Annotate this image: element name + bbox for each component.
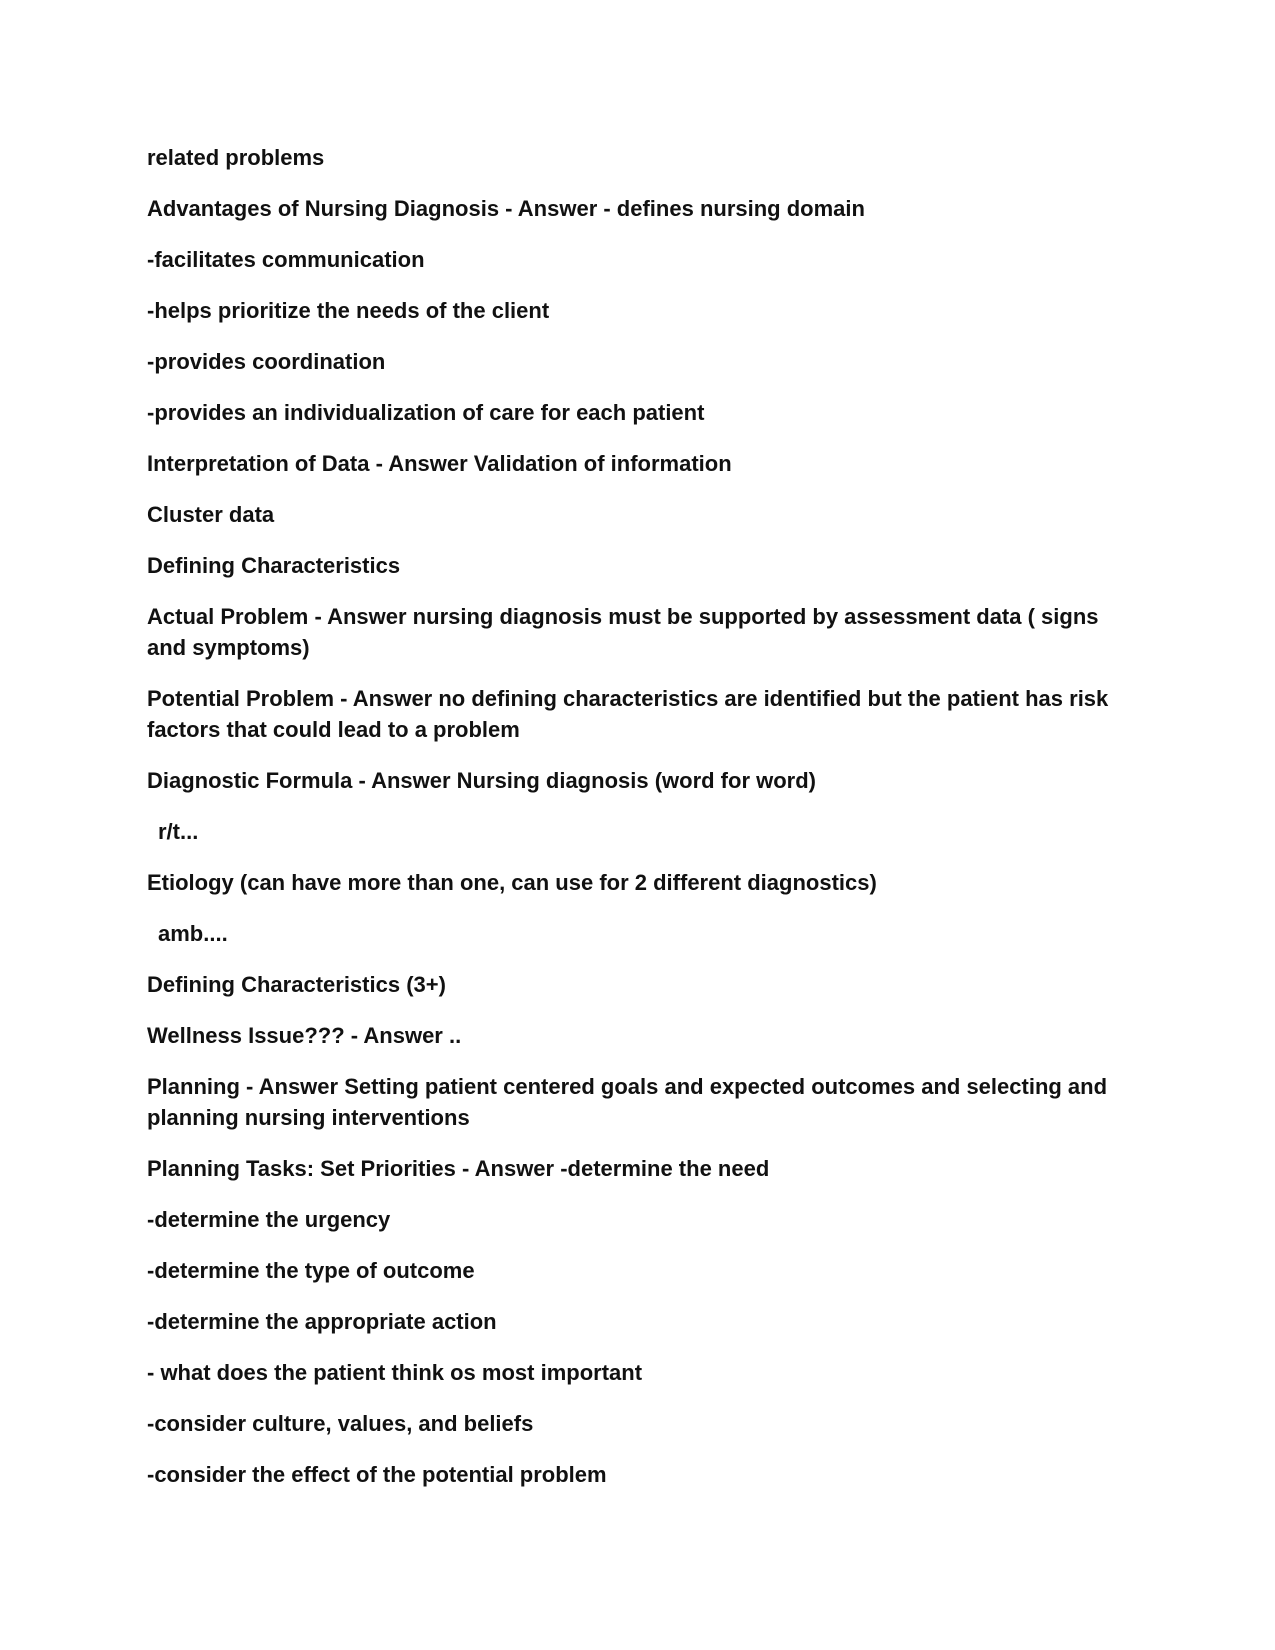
- paragraph: -helps prioritize the needs of the client: [147, 298, 550, 323]
- paragraph: Diagnostic Formula - Answer Nursing diagnosis (word for word): [147, 768, 817, 793]
- paragraph: -determine the urgency: [147, 1207, 391, 1232]
- paragraph: -consider the effect of the potential problem: [147, 1462, 607, 1487]
- paragraph: amb....: [158, 921, 228, 946]
- paragraph: Cluster data: [147, 502, 275, 527]
- paragraph: -determine the type of outcome: [147, 1258, 475, 1283]
- paragraph: Actual Problem - Answer nursing diagnosis must be supported by assessment data ( signs and symptoms): [147, 604, 1105, 660]
- paragraph: -provides an individualization of care for each patient: [147, 400, 705, 425]
- paragraph: Planning - Answer Setting patient centered goals and expected outcomes and selecting and planning nursing interventions: [147, 1074, 1114, 1130]
- paragraph: Advantages of Nursing Diagnosis - Answer - defines nursing domain: [147, 196, 865, 221]
- paragraph: related problems: [147, 145, 325, 170]
- paragraph: Wellness Issue??? - Answer ..: [147, 1023, 462, 1048]
- paragraph: -facilitates communication: [147, 247, 425, 272]
- document-body: [147, 142, 1137, 1510]
- paragraph: Interpretation of Data - Answer Validation of information: [147, 451, 732, 476]
- paragraph: - what does the patient think os most important: [147, 1360, 643, 1385]
- paragraph: Defining Characteristics (3+): [147, 972, 446, 997]
- paragraph: -provides coordination: [147, 349, 386, 374]
- paragraph: -consider culture, values, and beliefs: [147, 1411, 534, 1436]
- paragraph: r/t...: [158, 819, 199, 844]
- paragraph: Defining Characteristics: [147, 553, 401, 578]
- paragraph: Potential Problem - Answer no defining characteristics are identified but the patient has risk factors that could lead to a problem: [147, 686, 1115, 742]
- paragraph: Etiology (can have more than one, can use for 2 different diagnostics): [147, 870, 877, 895]
- paragraph: Planning Tasks: Set Priorities - Answer -determine the need: [147, 1156, 770, 1181]
- paragraph: -determine the appropriate action: [147, 1309, 497, 1334]
